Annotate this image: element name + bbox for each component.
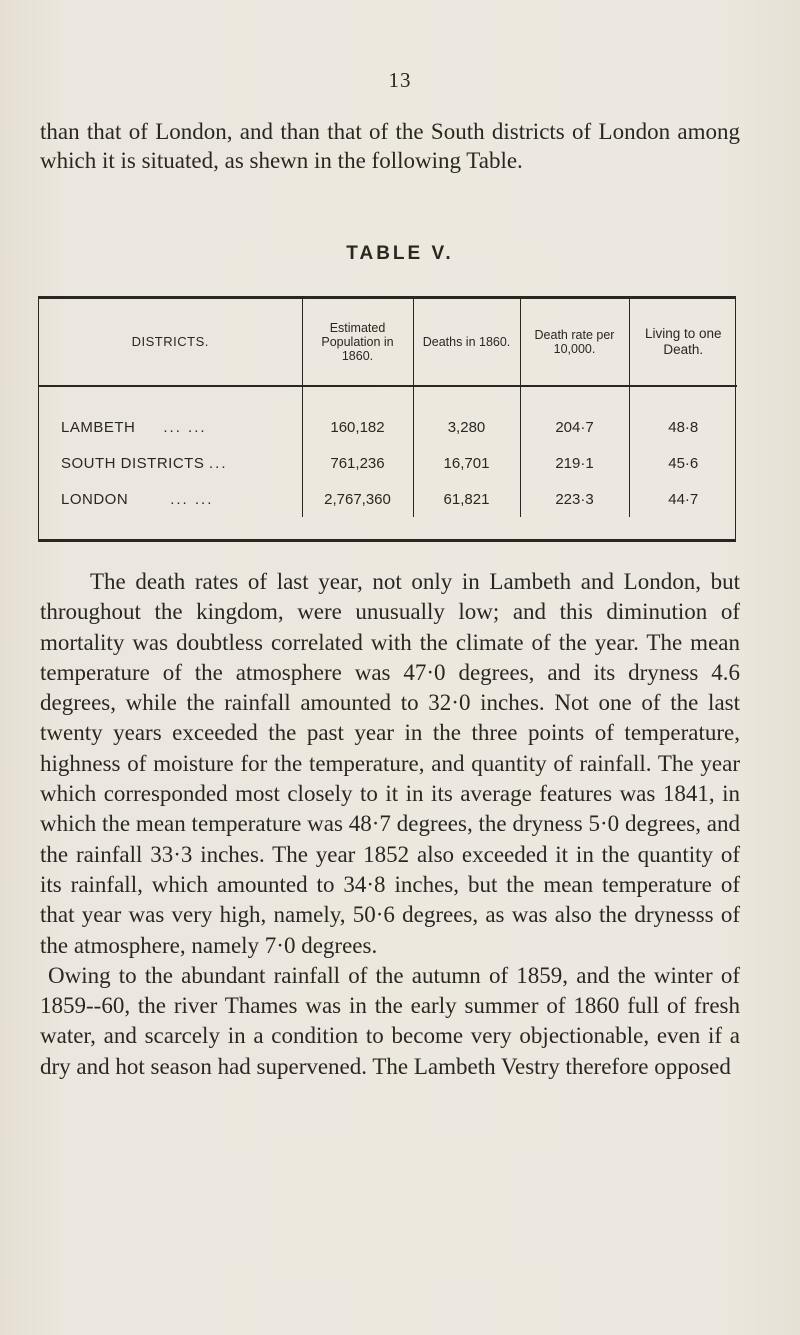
header-estimated-population: Estimated Population in 1860.	[302, 299, 413, 386]
table-header-row	[39, 299, 737, 386]
table-title: TABLE V.	[346, 243, 454, 264]
population-cell: 2,767,360	[302, 481, 413, 517]
statistics-table	[39, 299, 737, 517]
leader-dots: ... ...	[170, 490, 214, 508]
paragraph: The death rates of last year, not only in Lambeth and London, but throughout the kingdom, were unusually low; and this diminution of mortality was doubtless correlated with the climate of the year. The mean temperature of the atmosphere was 47·0 degrees, and its dryness 4.6 degrees, while the rainfall amounted to 32·0 inches. Not one of the last twenty years exceeded the past year in the three points of temperature, highness of moisture for the temperature, and quantity of rainfall. The year which corresponded most closely to it in its average features was 1841, in which the mean temperature was 48·7 degrees, the dryness 5·0 degrees, and the rainfall 33·3 inches. The year 1852 also exceeded it in the quantity of its rainfall, which amounted to 34·8 inches, but the mean temperature of that year was very high, namely, 50·6 degrees, as was also the drynesss of the atmosphere, namely 7·0 degrees.	[40, 569, 740, 958]
deaths-cell: 3,280	[413, 386, 520, 445]
leader-dots: ...	[209, 454, 228, 472]
header-districts: DISTRICTS.	[39, 299, 302, 386]
statistics-table-frame	[38, 296, 736, 542]
district-cell	[39, 445, 302, 481]
header-death-rate: Death rate per 10,000.	[520, 299, 629, 386]
living-to-one-death-cell: 45·6	[629, 445, 737, 481]
district-cell	[39, 481, 302, 517]
district-name: LONDON	[61, 490, 129, 508]
table-row	[39, 445, 737, 481]
leader-dots: ... ...	[163, 418, 207, 436]
district-name: LAMBETH	[61, 418, 136, 436]
page-number: 13	[388, 68, 412, 92]
intro-paragraph: than that of London, and than that of the South districts of London among which it is situated, as shewn in the following Table.	[40, 119, 740, 173]
death-rate-cell: 223·3	[520, 481, 629, 517]
death-rate-cell: 219·1	[520, 445, 629, 481]
death-rate-cell: 204·7	[520, 386, 629, 445]
deaths-cell: 16,701	[413, 445, 520, 481]
district-name: SOUTH DISTRICTS	[61, 454, 205, 472]
living-to-one-death-cell: 44·7	[629, 481, 737, 517]
population-cell: 160,182	[302, 386, 413, 445]
population-cell: 761,236	[302, 445, 413, 481]
body-text	[40, 567, 740, 1082]
header-deaths: Deaths in 1860.	[413, 299, 520, 386]
header-living-to-one-death: Living to one Death.	[629, 299, 737, 386]
table-row	[39, 481, 737, 517]
table-row	[39, 386, 737, 445]
living-to-one-death-cell: 48·8	[629, 386, 737, 445]
district-cell	[39, 386, 302, 445]
paragraph: Owing to the abundant rainfall of the autumn of 1859, and the winter of 1859--60, the river Thames was in the early summer of 1860 full of fresh water, and scarcely in a condition to become very objectionable, even if a dry and hot season had supervened. The Lambeth Vestry therefore opposed	[40, 962, 740, 1079]
deaths-cell: 61,821	[413, 481, 520, 517]
